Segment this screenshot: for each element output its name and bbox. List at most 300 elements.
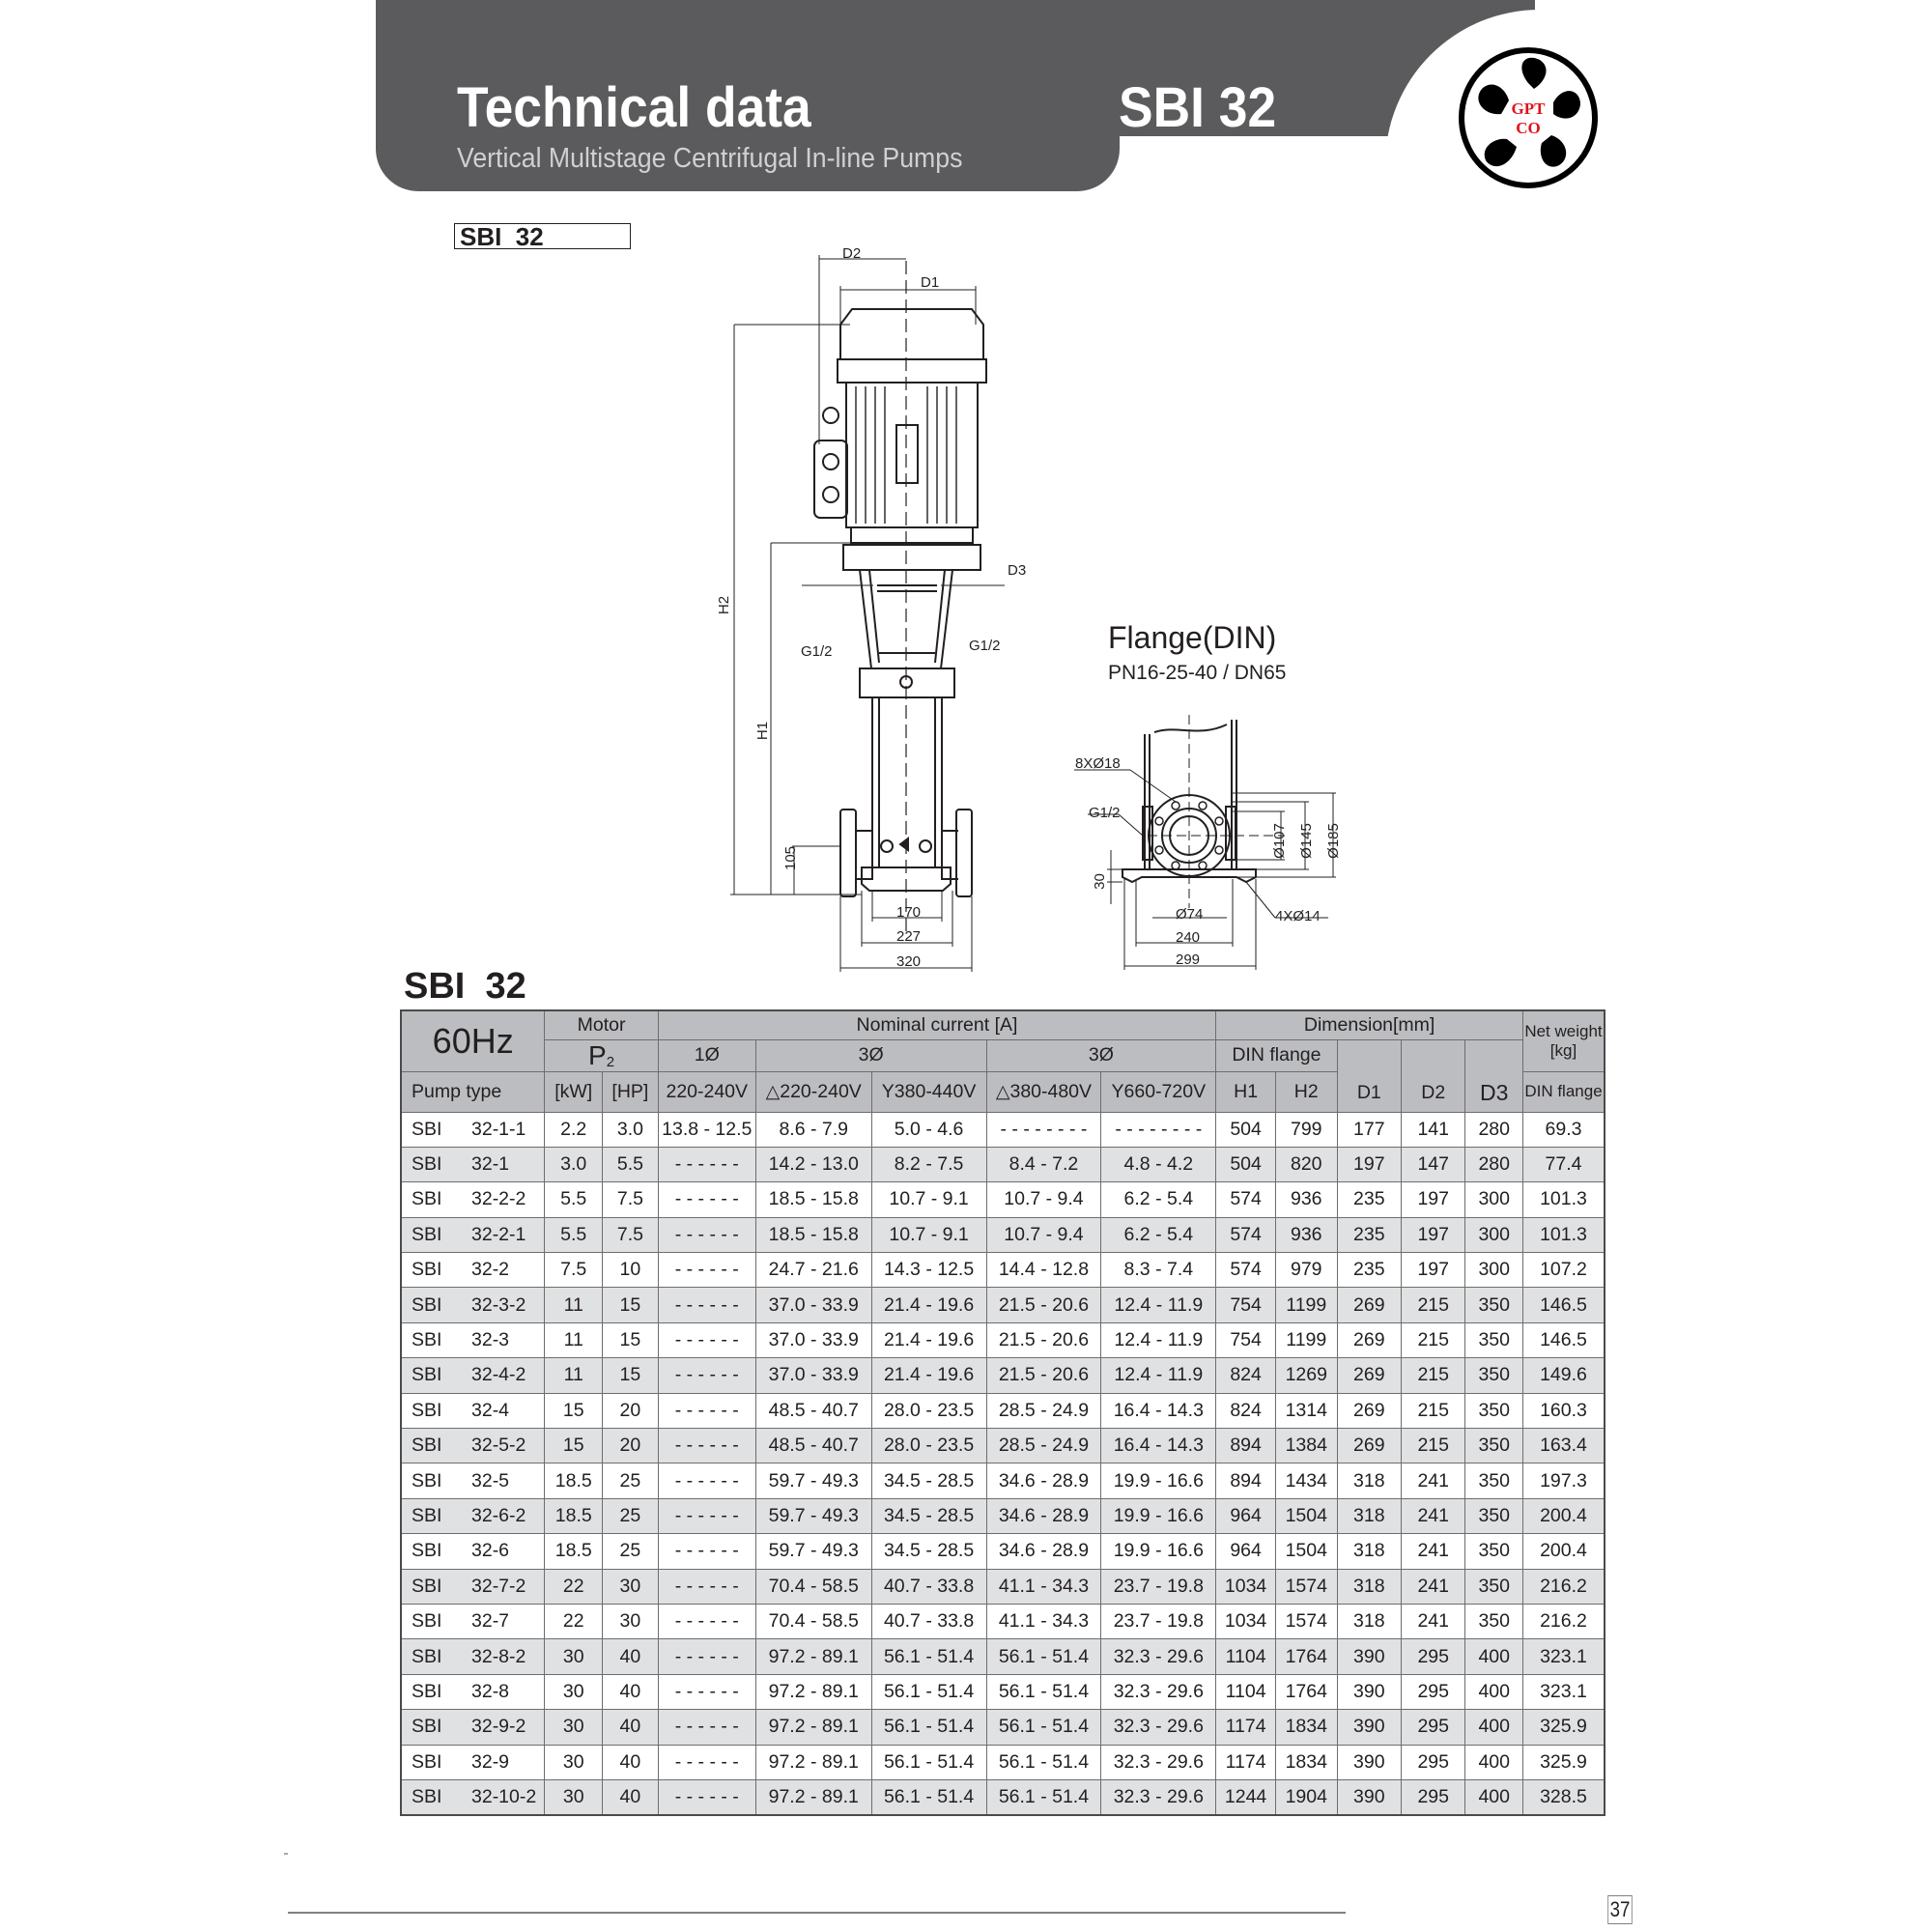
dim-label-320: 320 (896, 953, 922, 970)
dim-label-d3: D3 (1008, 562, 1027, 579)
cell-hp: 40 (603, 1639, 659, 1674)
logo-text-co: CO (1516, 119, 1541, 137)
pump-model: 32-6-2 (471, 1504, 526, 1526)
cell-c3: 56.1 - 51.4 (871, 1745, 986, 1779)
cell-hp: 30 (603, 1569, 659, 1604)
cell-d2: 295 (1402, 1674, 1465, 1709)
cell-kw: 18.5 (545, 1463, 603, 1498)
cell-c2: 59.7 - 49.3 (755, 1498, 871, 1533)
cell-c2: 37.0 - 33.9 (755, 1322, 871, 1357)
cell-d2: 215 (1402, 1358, 1465, 1393)
dim-label-30: 30 (1091, 873, 1108, 890)
cell-c3: 21.4 - 19.6 (871, 1288, 986, 1322)
cell-d3: 400 (1465, 1639, 1523, 1674)
logo-text-gpt: GPT (1511, 99, 1546, 118)
cell-d1: 390 (1337, 1745, 1401, 1779)
cell-kw: 11 (545, 1358, 603, 1393)
dim-label-d74: Ø74 (1176, 906, 1204, 923)
cell-hp: 25 (603, 1463, 659, 1498)
cell-d1: 318 (1337, 1498, 1401, 1533)
net-weight-label: Net weight (1524, 1021, 1603, 1040)
cell-pump-type (401, 1604, 545, 1638)
dim-label-d107: Ø107 (1270, 823, 1288, 859)
cell-c1: - - - - - - (658, 1745, 755, 1779)
cell-h2: 1269 (1275, 1358, 1337, 1393)
cell-c4: 41.1 - 34.3 (986, 1604, 1101, 1638)
cell-h1: 574 (1216, 1182, 1276, 1217)
table-row (401, 1112, 1605, 1147)
cell-c5: 12.4 - 11.9 (1101, 1322, 1216, 1357)
cell-hp: 40 (603, 1710, 659, 1745)
cell-c2: 14.2 - 13.0 (755, 1147, 871, 1181)
cell-c5: 32.3 - 29.6 (1101, 1710, 1216, 1745)
cell-c3: 34.5 - 28.5 (871, 1498, 986, 1533)
cell-h2: 1764 (1275, 1674, 1337, 1709)
pump-series: SBI (412, 1293, 442, 1316)
pump-series: SBI (412, 1329, 442, 1351)
header-net-weight (1522, 1010, 1605, 1071)
flange-subtitle: PN16-25-40 / DN65 (1108, 662, 1287, 684)
dim-label-227: 227 (896, 928, 922, 945)
cell-h1: 824 (1216, 1358, 1276, 1393)
label-feet-4x14: 4XØ14 (1275, 908, 1321, 924)
cell-h2: 1764 (1275, 1639, 1337, 1674)
cell-c5: 32.3 - 29.6 (1101, 1639, 1216, 1674)
pump-series: SBI (412, 1540, 442, 1562)
pump-model: 32-9 (471, 1750, 510, 1773)
table-row (401, 1253, 1605, 1288)
header-motor: Motor (545, 1010, 658, 1039)
cell-c3: 56.1 - 51.4 (871, 1639, 986, 1674)
delta-symbol: △ (765, 1081, 781, 1102)
model-title: SBI 32 (1119, 76, 1277, 139)
cell-c2: 48.5 - 40.7 (755, 1429, 871, 1463)
cell-d3: 300 (1465, 1217, 1523, 1252)
cell-hp: 40 (603, 1674, 659, 1709)
cell-pump-type (401, 1217, 545, 1252)
cell-h1: 574 (1216, 1253, 1276, 1288)
cell-c5: 23.7 - 19.8 (1101, 1604, 1216, 1638)
cell-kw: 30 (545, 1674, 603, 1709)
cell-c1: - - - - - - (658, 1429, 755, 1463)
cell-c4: 21.5 - 20.6 (986, 1288, 1101, 1322)
table-row (401, 1569, 1605, 1604)
cell-hp: 7.5 (603, 1182, 659, 1217)
cell-c3: 34.5 - 28.5 (871, 1463, 986, 1498)
pump-series: SBI (412, 1504, 442, 1526)
cell-d3: 300 (1465, 1253, 1523, 1288)
pump-series: SBI (412, 1399, 442, 1421)
cell-w: 200.4 (1522, 1498, 1605, 1533)
cell-c5: 32.3 - 29.6 (1101, 1745, 1216, 1779)
p2-subscript: 2 (606, 1053, 615, 1070)
pump-series: SBI (412, 1716, 442, 1738)
cell-d1: 390 (1337, 1674, 1401, 1709)
pump-model: 32-3 (471, 1329, 510, 1351)
cell-hp: 15 (603, 1322, 659, 1357)
cell-d2: 141 (1402, 1112, 1465, 1147)
cell-c4: 8.4 - 7.2 (986, 1147, 1101, 1181)
cell-h1: 574 (1216, 1217, 1276, 1252)
cell-hp: 10 (603, 1253, 659, 1288)
cell-d1: 318 (1337, 1463, 1401, 1498)
table-row (401, 1147, 1605, 1181)
pump-series: SBI (412, 1435, 442, 1457)
page-title: Technical data (457, 76, 811, 139)
pump-model: 32-8-2 (471, 1645, 526, 1667)
cell-d1: 269 (1337, 1429, 1401, 1463)
dim-label-d185: Ø185 (1324, 823, 1342, 859)
cell-h1: 894 (1216, 1463, 1276, 1498)
table-series-title: SBI 32 (404, 966, 526, 1007)
cell-h1: 504 (1216, 1147, 1276, 1181)
pump-model: 32-10-2 (471, 1785, 537, 1807)
cell-kw: 18.5 (545, 1534, 603, 1569)
cell-h2: 1574 (1275, 1604, 1337, 1638)
cell-c4: 10.7 - 9.4 (986, 1217, 1101, 1252)
cell-d2: 215 (1402, 1322, 1465, 1357)
dim-label-299: 299 (1176, 952, 1201, 968)
pump-model: 32-8 (471, 1680, 510, 1702)
net-weight-unit: [kg] (1549, 1040, 1577, 1060)
cell-c3: 21.4 - 19.6 (871, 1358, 986, 1393)
cell-c2: 48.5 - 40.7 (755, 1393, 871, 1428)
cell-c4: 56.1 - 51.4 (986, 1779, 1101, 1814)
cell-c3: 14.3 - 12.5 (871, 1253, 986, 1288)
cell-d1: 318 (1337, 1604, 1401, 1638)
cell-kw: 30 (545, 1710, 603, 1745)
cell-d2: 241 (1402, 1463, 1465, 1498)
cell-kw: 3.0 (545, 1147, 603, 1181)
dim-label-170: 170 (896, 904, 922, 921)
cell-c4: 56.1 - 51.4 (986, 1745, 1101, 1779)
cell-c5: 23.7 - 19.8 (1101, 1569, 1216, 1604)
header-v3 (871, 1071, 986, 1112)
cell-pump-type (401, 1429, 545, 1463)
cell-d3: 400 (1465, 1674, 1523, 1709)
cell-pump-type (401, 1534, 545, 1569)
header-nominal-current: Nominal current [A] (658, 1010, 1216, 1039)
cell-c4: - - - - - - - - (986, 1112, 1101, 1147)
cell-w: 69.3 (1522, 1112, 1605, 1147)
cell-hp: 40 (603, 1745, 659, 1779)
cell-c5: 19.9 - 16.6 (1101, 1534, 1216, 1569)
cell-h2: 1314 (1275, 1393, 1337, 1428)
cell-d3: 350 (1465, 1393, 1523, 1428)
cell-c4: 28.5 - 24.9 (986, 1393, 1101, 1428)
pump-series: SBI (412, 1575, 442, 1597)
cell-w: 163.4 (1522, 1429, 1605, 1463)
cell-c2: 59.7 - 49.3 (755, 1534, 871, 1569)
pump-series: SBI (412, 1645, 442, 1667)
v2-label: 220-240V (780, 1080, 862, 1102)
cell-pump-type (401, 1393, 545, 1428)
cell-kw: 30 (545, 1745, 603, 1779)
cell-hp: 30 (603, 1604, 659, 1638)
footer-rule (288, 1912, 1346, 1914)
cell-kw: 7.5 (545, 1253, 603, 1288)
cell-c4: 10.7 - 9.4 (986, 1182, 1101, 1217)
cell-kw: 5.5 (545, 1217, 603, 1252)
cell-c1: - - - - - - (658, 1534, 755, 1569)
header-d1 (1337, 1039, 1401, 1112)
cell-h2: 799 (1275, 1112, 1337, 1147)
cell-d3: 400 (1465, 1779, 1523, 1814)
cell-c3: 56.1 - 51.4 (871, 1674, 986, 1709)
pump-elevation-drawing (715, 242, 1043, 976)
cell-h2: 1384 (1275, 1429, 1337, 1463)
cell-w: 107.2 (1522, 1253, 1605, 1288)
cell-hp: 25 (603, 1498, 659, 1533)
cell-h1: 754 (1216, 1322, 1276, 1357)
cell-hp: 3.0 (603, 1112, 659, 1147)
cell-pump-type (401, 1498, 545, 1533)
cell-c5: - - - - - - - - (1101, 1112, 1216, 1147)
cell-kw: 22 (545, 1569, 603, 1604)
company-logo (1457, 46, 1600, 189)
page-subtitle: Vertical Multistage Centrifugal In-line Pumps (457, 143, 963, 174)
header-dimension: Dimension[mm] (1216, 1010, 1523, 1039)
cell-d1: 390 (1337, 1779, 1401, 1814)
cell-c3: 21.4 - 19.6 (871, 1322, 986, 1357)
cell-h1: 504 (1216, 1112, 1276, 1147)
pump-model: 32-2 (471, 1259, 510, 1281)
cell-c3: 8.2 - 7.5 (871, 1147, 986, 1181)
cell-d2: 215 (1402, 1393, 1465, 1428)
pump-series: SBI (412, 1785, 442, 1807)
cell-c1: - - - - - - (658, 1463, 755, 1498)
cell-c2: 97.2 - 89.1 (755, 1745, 871, 1779)
cell-c1: - - - - - - (658, 1779, 755, 1814)
cell-c1: - - - - - - (658, 1358, 755, 1393)
cell-w: 200.4 (1522, 1534, 1605, 1569)
table-row (401, 1779, 1605, 1814)
v5-label: 660-720V (1123, 1080, 1207, 1102)
cell-c3: 56.1 - 51.4 (871, 1710, 986, 1745)
cell-c4: 56.1 - 51.4 (986, 1674, 1101, 1709)
cell-d2: 241 (1402, 1498, 1465, 1533)
cell-pump-type (401, 1710, 545, 1745)
cell-d2: 215 (1402, 1288, 1465, 1322)
cell-c5: 12.4 - 11.9 (1101, 1358, 1216, 1393)
pump-series: SBI (412, 1118, 442, 1140)
table-row (401, 1217, 1605, 1252)
table-row (401, 1674, 1605, 1709)
cell-d2: 295 (1402, 1710, 1465, 1745)
header-3-phase-a: 3Ø (755, 1039, 986, 1071)
cell-pump-type (401, 1463, 545, 1498)
cell-kw: 30 (545, 1779, 603, 1814)
cell-d3: 280 (1465, 1147, 1523, 1181)
cell-c3: 5.0 - 4.6 (871, 1112, 986, 1147)
dim-label-d145: Ø145 (1297, 823, 1315, 859)
cell-h1: 964 (1216, 1534, 1276, 1569)
cell-c5: 16.4 - 14.3 (1101, 1429, 1216, 1463)
label-bolts-8x18: 8XØ18 (1075, 755, 1121, 772)
cell-kw: 15 (545, 1429, 603, 1463)
cell-c3: 10.7 - 9.1 (871, 1182, 986, 1217)
cell-c2: 97.2 - 89.1 (755, 1710, 871, 1745)
cell-c5: 19.9 - 16.6 (1101, 1463, 1216, 1498)
cell-h2: 1834 (1275, 1710, 1337, 1745)
cell-c2: 70.4 - 58.5 (755, 1569, 871, 1604)
pump-model: 32-9-2 (471, 1716, 526, 1738)
star-symbol: Y (1111, 1080, 1124, 1102)
table-row (401, 1322, 1605, 1357)
cell-d2: 295 (1402, 1779, 1465, 1814)
pump-model: 32-7-2 (471, 1575, 526, 1597)
table-row (401, 1463, 1605, 1498)
cell-d3: 350 (1465, 1463, 1523, 1498)
cell-w: 101.3 (1522, 1182, 1605, 1217)
cell-c1: - - - - - - (658, 1217, 755, 1252)
cell-h2: 1199 (1275, 1322, 1337, 1357)
table-row (401, 1710, 1605, 1745)
cell-c4: 34.6 - 28.9 (986, 1498, 1101, 1533)
model-label-box: SBI 32 (454, 223, 631, 249)
table-row (401, 1498, 1605, 1533)
cell-h2: 820 (1275, 1147, 1337, 1181)
cell-c2: 70.4 - 58.5 (755, 1604, 871, 1638)
p2-label: P (588, 1039, 607, 1070)
cell-c4: 34.6 - 28.9 (986, 1534, 1101, 1569)
cell-d1: 269 (1337, 1322, 1401, 1357)
cell-kw: 2.2 (545, 1112, 603, 1147)
cell-pump-type (401, 1639, 545, 1674)
cell-kw: 11 (545, 1288, 603, 1322)
cell-c3: 40.7 - 33.8 (871, 1604, 986, 1638)
pump-series: SBI (412, 1364, 442, 1386)
cell-d3: 350 (1465, 1604, 1523, 1638)
cell-d1: 318 (1337, 1534, 1401, 1569)
cell-c1: - - - - - - (658, 1182, 755, 1217)
pump-model: 32-4 (471, 1399, 510, 1421)
header-weight-din: DIN flange (1522, 1071, 1605, 1112)
header-v2 (755, 1071, 871, 1112)
cell-pump-type (401, 1674, 545, 1709)
pump-series: SBI (412, 1223, 442, 1245)
cell-c2: 18.5 - 15.8 (755, 1182, 871, 1217)
cell-d2: 147 (1402, 1147, 1465, 1181)
pump-model: 32-5-2 (471, 1435, 526, 1457)
d3-label: D3 (1480, 1079, 1509, 1105)
cell-d1: 390 (1337, 1639, 1401, 1674)
dim-label-d1: D1 (921, 274, 940, 291)
cell-pump-type (401, 1147, 545, 1181)
delta-symbol: △ (995, 1081, 1010, 1102)
pump-series: SBI (412, 1680, 442, 1702)
cell-kw: 18.5 (545, 1498, 603, 1533)
cell-c3: 10.7 - 9.1 (871, 1217, 986, 1252)
cell-h1: 1034 (1216, 1604, 1276, 1638)
cell-h1: 754 (1216, 1288, 1276, 1322)
cell-c1: - - - - - - (658, 1498, 755, 1533)
header-pump-type: Pump type (401, 1071, 545, 1112)
header-din-flange: DIN flange (1216, 1039, 1337, 1071)
v4-label: 380-480V (1009, 1080, 1093, 1102)
cell-c1: - - - - - - (658, 1639, 755, 1674)
cell-c2: 37.0 - 33.9 (755, 1358, 871, 1393)
cell-c1: - - - - - - (658, 1604, 755, 1638)
cell-c2: 97.2 - 89.1 (755, 1779, 871, 1814)
cell-d1: 235 (1337, 1182, 1401, 1217)
pump-model: 32-5 (471, 1469, 510, 1492)
dim-label-105: 105 (782, 845, 800, 871)
cell-c4: 21.5 - 20.6 (986, 1358, 1101, 1393)
cell-c5: 6.2 - 5.4 (1101, 1182, 1216, 1217)
cell-c2: 97.2 - 89.1 (755, 1674, 871, 1709)
cell-h1: 824 (1216, 1393, 1276, 1428)
cell-pump-type (401, 1182, 545, 1217)
scan-mark (284, 1853, 288, 1855)
header-d2 (1402, 1039, 1465, 1112)
d1-label: D1 (1356, 1081, 1381, 1103)
cell-w: 77.4 (1522, 1147, 1605, 1181)
cell-c3: 40.7 - 33.8 (871, 1569, 986, 1604)
header-d3 (1465, 1039, 1523, 1112)
cell-c4: 14.4 - 12.8 (986, 1253, 1101, 1288)
cell-kw: 22 (545, 1604, 603, 1638)
dim-label-h2: H2 (716, 595, 733, 615)
label-flange-g: G1/2 (1089, 805, 1121, 821)
dim-label-d2: D2 (842, 245, 862, 262)
cell-w: 325.9 (1522, 1745, 1605, 1779)
cell-c2: 37.0 - 33.9 (755, 1288, 871, 1322)
cell-hp: 15 (603, 1288, 659, 1322)
cell-c5: 19.9 - 16.6 (1101, 1498, 1216, 1533)
cell-c4: 56.1 - 51.4 (986, 1639, 1101, 1674)
header-v1: 220-240V (658, 1071, 755, 1112)
cell-hp: 5.5 (603, 1147, 659, 1181)
header-hp: [HP] (603, 1071, 659, 1112)
technical-data-table (400, 1009, 1605, 1816)
cell-c5: 12.4 - 11.9 (1101, 1288, 1216, 1322)
cell-pump-type (401, 1358, 545, 1393)
cell-d1: 318 (1337, 1569, 1401, 1604)
header-p2 (545, 1039, 658, 1071)
cell-c1: - - - - - - (658, 1322, 755, 1357)
cell-pump-type (401, 1112, 545, 1147)
cell-w: 197.3 (1522, 1463, 1605, 1498)
cell-h1: 1174 (1216, 1710, 1276, 1745)
cell-w: 216.2 (1522, 1569, 1605, 1604)
cell-h2: 936 (1275, 1182, 1337, 1217)
cell-c2: 97.2 - 89.1 (755, 1639, 871, 1674)
cell-c5: 6.2 - 5.4 (1101, 1217, 1216, 1252)
cell-pump-type (401, 1322, 545, 1357)
star-symbol: Y (881, 1080, 895, 1102)
cell-h1: 1104 (1216, 1639, 1276, 1674)
d2-label: D2 (1421, 1081, 1446, 1103)
cell-d3: 350 (1465, 1429, 1523, 1463)
cell-c4: 34.6 - 28.9 (986, 1463, 1101, 1498)
cell-hp: 40 (603, 1779, 659, 1814)
cell-d2: 295 (1402, 1639, 1465, 1674)
pump-model: 32-2-1 (471, 1223, 526, 1245)
cell-h2: 1574 (1275, 1569, 1337, 1604)
table-row (401, 1604, 1605, 1638)
cell-d3: 300 (1465, 1182, 1523, 1217)
cell-hp: 7.5 (603, 1217, 659, 1252)
v3-label: 380-440V (894, 1080, 977, 1102)
cell-c5: 4.8 - 4.2 (1101, 1147, 1216, 1181)
table-row (401, 1358, 1605, 1393)
cell-d1: 390 (1337, 1710, 1401, 1745)
cell-c4: 41.1 - 34.3 (986, 1569, 1101, 1604)
pump-series: SBI (412, 1610, 442, 1633)
pump-model: 32-6 (471, 1540, 510, 1562)
label-g-right: G1/2 (969, 638, 1001, 654)
